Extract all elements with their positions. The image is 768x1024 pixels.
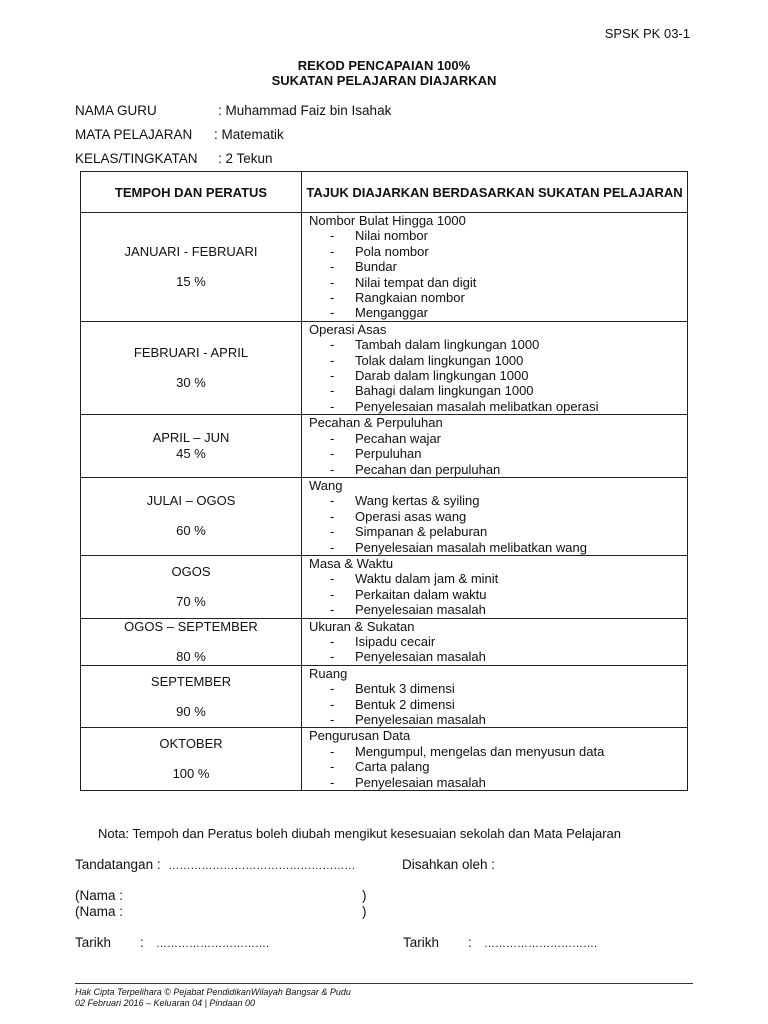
topic-item-text: Pola nombor [355, 243, 429, 259]
topic-item-text: Carta palang [355, 759, 430, 775]
tarikh-label-2: Tarikh [403, 935, 440, 950]
guru-value: : Muhammad Faiz bin Isahak [218, 103, 392, 118]
topic-item [309, 290, 687, 305]
bullet-dash: - [330, 383, 335, 399]
topic-item-text: Waktu dalam jam & minit [355, 571, 499, 587]
table-row [81, 618, 688, 665]
topic-item [309, 587, 687, 602]
topic-item [309, 681, 687, 696]
bullet-dash: - [330, 446, 335, 462]
percent-label: 60 % [176, 523, 206, 539]
info-kelas [75, 151, 273, 166]
bullet-dash: - [330, 290, 335, 306]
bullet-dash: - [330, 774, 335, 790]
period-label: OGOS [171, 563, 211, 579]
topic-item-text: Bentuk 3 dimensi [355, 681, 455, 697]
tarikh-line-2: …………………………. [484, 938, 598, 950]
table-row [81, 555, 688, 618]
bullet-dash: - [330, 352, 335, 368]
topics-cell [302, 665, 688, 728]
table-row [81, 321, 688, 414]
signature-tandatangan [75, 857, 355, 872]
bullet-dash: - [330, 586, 335, 602]
topic-item [309, 634, 687, 649]
bullet-dash: - [330, 602, 335, 618]
topics-cell [302, 618, 688, 665]
percent-label: 30 % [176, 375, 206, 391]
topic-item-text: Penyelesaian masalah melibatkan wang [355, 539, 587, 555]
topic-title: Pengurusan Data [309, 728, 411, 744]
syllabus-table [80, 171, 688, 791]
topic-item [309, 431, 687, 446]
table-row [81, 213, 688, 322]
topic-item-text: Darab dalam lingkungan 1000 [355, 368, 529, 384]
bullet-dash: - [330, 649, 335, 665]
topic-item-text: Penyelesaian masalah [355, 602, 486, 618]
topic-item-text: Tolak dalam lingkungan 1000 [355, 352, 524, 368]
topic-item [309, 446, 687, 461]
percent-label: 80 % [176, 648, 206, 664]
table-row [81, 665, 688, 728]
period-cell [81, 555, 302, 618]
topic-title: Wang [309, 477, 343, 493]
topic-item-text: Pecahan dan perpuluhan [355, 461, 501, 477]
topic-item [309, 337, 687, 352]
bullet-dash: - [330, 368, 335, 384]
note-text: Nota: Tempoh dan Peratus boleh diubah mengikut kesesuaian sekolah dan Mata Pelajaran [98, 826, 621, 841]
period-cell [81, 415, 302, 478]
percent-label: 15 % [176, 273, 206, 289]
table-header-row [81, 172, 688, 213]
topic-item [309, 399, 687, 414]
topic-item [309, 368, 687, 383]
footer-divider [75, 983, 693, 984]
bullet-dash: - [330, 259, 335, 275]
bullet-dash: - [330, 508, 335, 524]
percent-label: 45 % [176, 446, 206, 462]
bullet-dash: - [330, 274, 335, 290]
topic-item-text: Wang kertas & syiling [355, 493, 480, 509]
bullet-dash: - [330, 743, 335, 759]
bullet-dash: - [330, 633, 335, 649]
topic-item-text: Menganggar [355, 305, 428, 321]
topics-cell [302, 321, 688, 414]
percent-label: 90 % [176, 703, 206, 719]
topic-item-text: Penyelesaian masalah melibatkan operasi [355, 398, 599, 414]
topic-item-text: Tambah dalam lingkungan 1000 [355, 337, 540, 353]
period-cell [81, 213, 302, 322]
period-label: FEBRUARI - APRIL [133, 345, 249, 361]
topics-cell [302, 555, 688, 618]
period-cell [81, 321, 302, 414]
tarikh-colon-1: : [140, 935, 144, 950]
period-cell [81, 665, 302, 728]
period-label: APRIL – JUN [152, 430, 230, 446]
topic-item [309, 759, 687, 774]
topics-cell [302, 728, 688, 791]
page-subtitle: SUKATAN PELAJARAN DIAJARKAN [271, 73, 497, 88]
topic-item-text: Mengumpul, mengelas dan menyusun data [355, 743, 605, 759]
period-cell [81, 618, 302, 665]
topic-item [309, 509, 687, 524]
subjek-label: MATA PELAJARAN [75, 127, 193, 142]
disahkan-label: Disahkan oleh : [402, 857, 496, 872]
topic-item [309, 712, 687, 727]
topic-item-text: Nilai tempat dan digit [355, 274, 477, 290]
bullet-dash: - [330, 696, 335, 712]
topic-title: Operasi Asas [309, 321, 387, 337]
table-row [81, 477, 688, 555]
topic-item [309, 462, 687, 477]
period-label: OGOS – SEPTEMBER [124, 618, 258, 634]
topic-item-text: Bahagi dalam lingkungan 1000 [355, 383, 534, 399]
bullet-dash: - [330, 305, 335, 321]
topic-item-text: Penyelesaian masalah [355, 649, 486, 665]
tarikh-line-1: …………………………. [156, 938, 270, 950]
kelas-label: KELAS/TINGKATAN [75, 151, 198, 166]
topic-item [309, 353, 687, 368]
period-label: OKTOBER [159, 736, 223, 752]
topic-item-text: Perkaitan dalam waktu [355, 586, 487, 602]
percent-label: 70 % [176, 593, 206, 609]
topic-title: Ukuran & Sukatan [309, 618, 415, 634]
topic-item [309, 602, 687, 617]
topic-item [309, 383, 687, 398]
bullet-dash: - [330, 228, 335, 244]
topic-item-text: Simpanan & pelaburan [355, 524, 488, 540]
period-label: JANUARI - FEBRUARI [124, 243, 258, 259]
topic-item [309, 540, 687, 555]
nama-label-2: (Nama : [75, 904, 124, 919]
bullet-dash: - [330, 571, 335, 587]
topic-item-text: Perpuluhan [355, 446, 422, 462]
tarikh-label-1: Tarikh [75, 935, 112, 950]
topic-item-text: Penyelesaian masalah [355, 774, 486, 790]
bullet-dash: - [330, 461, 335, 477]
info-guru [75, 103, 391, 118]
period-cell [81, 728, 302, 791]
period-cell [81, 477, 302, 555]
topics-cell [302, 213, 688, 322]
topic-item [309, 228, 687, 243]
footer-revision: 02 Februari 2016 – Keluaran 04 | Pindaan 00 [75, 998, 255, 1008]
tandatangan-label: Tandatangan : [75, 857, 161, 872]
bullet-dash: - [330, 524, 335, 540]
nama-close-2: ) [362, 904, 367, 919]
topic-title: Ruang [309, 665, 348, 681]
nama-label-1: (Nama : [75, 888, 124, 903]
topic-item-text: Pecahan wajar [355, 430, 441, 446]
topic-item [309, 259, 687, 274]
topic-item [309, 275, 687, 290]
document-code: SPSK PK 03-1 [604, 26, 690, 41]
topic-item [309, 493, 687, 508]
topic-item [309, 649, 687, 664]
topics-cell [302, 477, 688, 555]
nama-close-1: ) [362, 888, 367, 903]
header-topics: TAJUK DIAJARKAN BERDASARKAN SUKATAN PELAJARAN [302, 172, 688, 213]
bullet-dash: - [330, 712, 335, 727]
table-body [81, 213, 688, 791]
page-title: REKOD PENCAPAIAN 100% [297, 58, 471, 73]
topic-item [309, 775, 687, 790]
period-label: SEPTEMBER [150, 673, 232, 689]
topic-title: Pecahan & Perpuluhan [309, 415, 443, 431]
topic-item-text: Isipadu cecair [355, 633, 436, 649]
tarikh-colon-2: : [468, 935, 472, 950]
topic-item-text: Rangkaian nombor [355, 290, 465, 306]
topic-item [309, 571, 687, 586]
bullet-dash: - [330, 681, 335, 697]
bullet-dash: - [330, 539, 335, 555]
bullet-dash: - [330, 398, 335, 414]
period-label: JULAI – OGOS [146, 493, 236, 509]
topic-item [309, 697, 687, 712]
header-period: TEMPOH DAN PERATUS [81, 172, 302, 213]
percent-label: 100 % [172, 766, 210, 782]
topic-item-text: Nilai nombor [355, 228, 428, 244]
footer-copyright: Hak Cipta Terpelihara © Pejabat PendidikanWilayah Bangsar & Pudu [75, 987, 351, 997]
bullet-dash: - [330, 493, 335, 509]
topic-title: Nombor Bulat Hingga 1000 [309, 213, 466, 228]
info-subjek [75, 127, 284, 142]
topic-item-text: Bentuk 2 dimensi [355, 696, 455, 712]
topic-item-text: Operasi asas wang [355, 508, 467, 524]
topic-item [309, 244, 687, 259]
bullet-dash: - [330, 243, 335, 259]
guru-label: NAMA GURU [75, 103, 157, 118]
topic-item [309, 524, 687, 539]
topic-item-text: Bundar [355, 259, 397, 275]
topic-item [309, 305, 687, 320]
topic-title: Masa & Waktu [309, 555, 394, 571]
table-row [81, 728, 688, 791]
bullet-dash: - [330, 337, 335, 353]
tandatangan-line: …………………………………………… [168, 860, 356, 872]
topic-item-text: Penyelesaian masalah [355, 712, 486, 727]
kelas-value: : 2 Tekun [218, 151, 273, 166]
topics-cell [302, 415, 688, 478]
bullet-dash: - [330, 430, 335, 446]
bullet-dash: - [330, 759, 335, 775]
subjek-value: : Matematik [214, 127, 284, 142]
table-row [81, 415, 688, 478]
topic-item [309, 744, 687, 759]
